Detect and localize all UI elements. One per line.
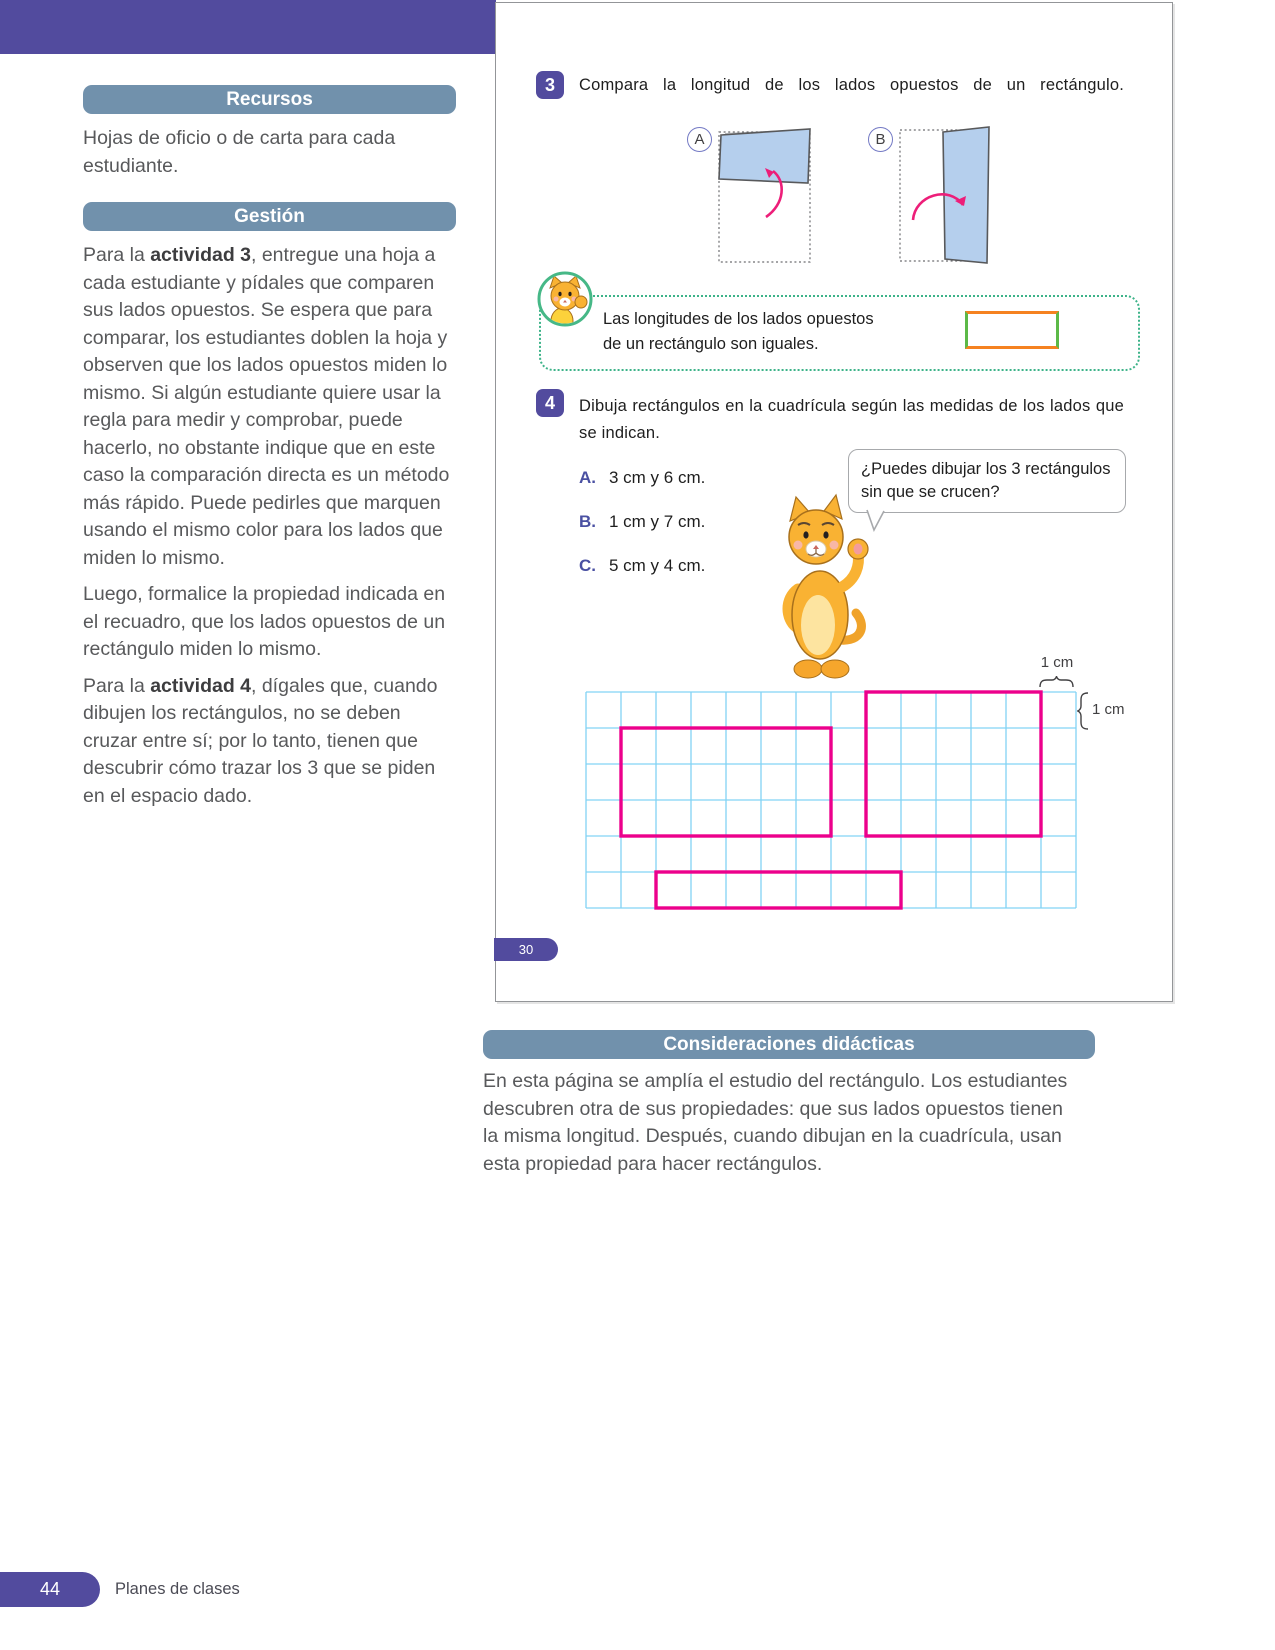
item-text: 1 cm y 7 cm. <box>609 512 706 531</box>
gestion-paragraph-3: Para la actividad 4, dígales que, cuando dibujen los rectángulos, no se deben cruzar entre sí; por lo tanto, tienen que descubrir cómo trazar los 3 que se piden en el espacio dado. <box>83 674 438 807</box>
brace-vertical-icon <box>1077 692 1089 730</box>
top-banner <box>0 0 496 54</box>
consideraciones-section <box>483 1030 1095 1059</box>
list-item-a <box>579 468 705 488</box>
gestion-header: Gestión <box>83 202 456 231</box>
student-book-page <box>495 2 1173 1002</box>
footer-label: Planes de clases <box>115 1580 240 1598</box>
color-coded-rectangle <box>965 311 1059 349</box>
item-letter: B. <box>579 512 596 531</box>
list-item-c <box>579 556 705 576</box>
activity4-instruction: Dibuja rectángulos en la cuadrícula según las medidas de los lados que se indican. <box>579 397 1124 442</box>
item-letter: C. <box>579 556 596 575</box>
gestion-paragraph-2: Luego, formalice la propiedad indicada en el recuadro, que los lados opuestos de un rectángulo miden lo mismo. <box>83 583 446 660</box>
item-text: 5 cm y 4 cm. <box>609 556 706 575</box>
unit-width-label: 1 cm <box>1040 654 1074 671</box>
brace-horizontal-icon <box>1039 676 1074 688</box>
figure-a-label: A <box>687 127 712 152</box>
consideraciones-body: En esta página se amplía el estudio del rectángulo. Los estudiantes descubren otra de sus propiedades: que sus lados opuestos tienen la misma longitud. Después, cuando dibujan en la cuadrícula, usan esta propiedad para hacer rectángulos. <box>483 1070 1068 1175</box>
list-item-b <box>579 512 705 532</box>
activity3-instruction: Compara la longitud de los lados opuestos de un rectángulo. <box>579 76 1124 94</box>
drawn-rectangle <box>656 872 901 908</box>
cm-grid <box>584 690 1078 910</box>
cat-avatar-icon <box>537 271 593 327</box>
sidebar <box>83 85 456 832</box>
property-statement <box>603 307 874 357</box>
folded-paper-figure-b <box>899 125 991 265</box>
figure-b-label: B <box>868 127 893 152</box>
folded-paper-figure-a <box>717 125 812 265</box>
property-callout <box>539 295 1140 371</box>
property-line-2: de un rectángulo son iguales. <box>603 335 819 353</box>
footer-page-number: 44 <box>0 1572 100 1607</box>
consideraciones-header: Consideraciones didácticas <box>483 1030 1095 1059</box>
recursos-header: Recursos <box>83 85 456 114</box>
gestion-paragraph-1: Para la actividad 3, entregue una hoja a cada estudiante y pídales que comparen sus lados opuestos. Se espera que para comparar, los estudiantes doblen la hoja y observen que los lados opuestos miden lo mismo. Si algún estudiante quiere usar la regla para medir y comprobar, puede hacerlo, no obstante indique que en este caso la comparación directa es un método más rápido. Puede pedirles que marquen usando el mismo color para los lados que miden lo mismo. <box>83 244 450 569</box>
cat-character-icon <box>768 491 880 683</box>
item-text: 3 cm y 6 cm. <box>609 468 706 487</box>
speech-bubble <box>848 449 1126 513</box>
recursos-body: Hojas de oficio o de carta para cada estudiante. <box>83 127 396 177</box>
speech-bubble-text: ¿Puedes dibujar los 3 rectángulos sin que se crucen? <box>861 460 1111 501</box>
item-letter: A. <box>579 468 596 487</box>
gestion-body <box>83 242 456 810</box>
activity3-number-badge: 3 <box>536 71 564 99</box>
activity4-number-badge: 4 <box>536 389 564 417</box>
student-page-number-tab: 30 <box>494 938 558 961</box>
property-line-1: Las longitudes de los lados opuestos <box>603 310 874 328</box>
unit-height-label: 1 cm <box>1092 701 1125 718</box>
